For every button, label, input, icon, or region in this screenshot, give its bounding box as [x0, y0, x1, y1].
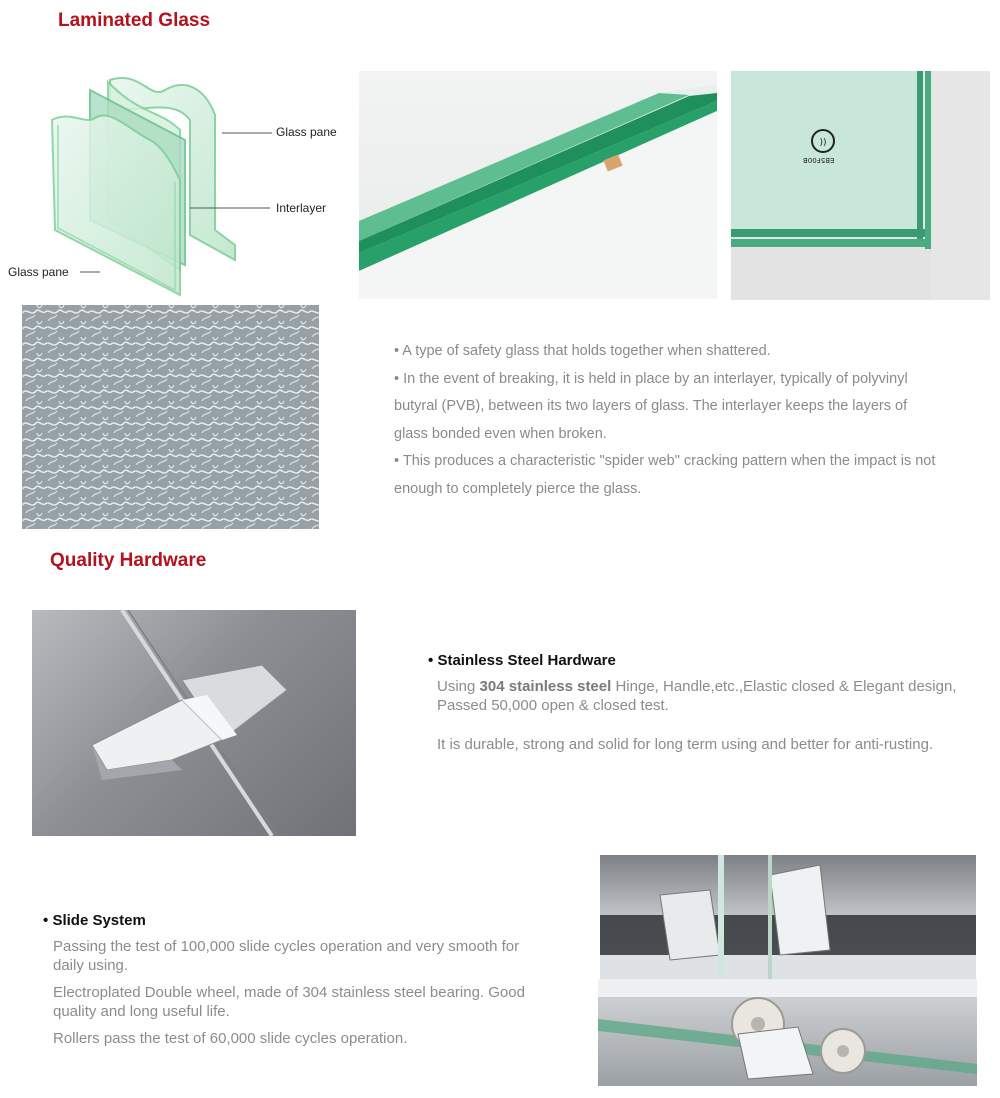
glass-stamp-text: EB5F00B [803, 156, 835, 164]
laminated-edge-photo [359, 71, 717, 299]
diagram-label-glass-pane-top: Glass pane [276, 125, 337, 139]
stainless-intro: Using [437, 678, 480, 695]
slide-system-body [53, 937, 543, 1048]
laminated-glass-heading: Laminated Glass [58, 10, 211, 31]
stainless-hardware-block [428, 652, 988, 754]
stainless-bullet: • [428, 652, 434, 669]
diagram-label-interlayer: Interlayer [276, 201, 327, 215]
stainless-highlight: 304 stainless steel [479, 678, 612, 695]
slide-bullet: • [43, 912, 49, 929]
slide-track-photo [600, 855, 976, 980]
stainless-hardware-body [437, 677, 957, 754]
hinge-photo [32, 610, 356, 836]
stainless-para-2: It is durable, strong and solid for long term using and better for anti-rusting. [437, 736, 934, 753]
laminated-description [394, 338, 944, 503]
slide-line-3: Rollers pass the test of 60,000 slide cycles operation. [53, 1030, 408, 1047]
laminated-layers-diagram [0, 70, 355, 305]
stainless-hardware-title: Stainless Steel Hardware [437, 652, 616, 669]
stainless-para-1 [437, 677, 957, 715]
laminated-bullet-2: • In the event of breaking, it is held in place by an interlayer, typically of polyvinyl butyral (PVB), between its two layers of glass. The interlayer keeps the layers of glass bonded even when broken. [394, 370, 908, 442]
roller-photo [598, 979, 977, 1086]
slide-system-title: Slide System [52, 912, 146, 929]
laminated-bullet-3: • This produces a characteristic "spider web" cracking pattern when the impact is not enough to completely pierce the glass. [394, 453, 936, 497]
laminated-bullet-1: • A type of safety glass that holds together when shattered. [394, 343, 771, 359]
slide-line-1: Passing the test of 100,000 slide cycles operation and very smooth for daily using. [53, 938, 520, 974]
svg-text:)): )) [819, 138, 827, 148]
stainless-hardware-title-row [428, 652, 988, 669]
quality-hardware-heading: Quality Hardware [50, 550, 207, 571]
diagram-label-glass-pane-bottom: Glass pane [8, 265, 69, 279]
stamped-glass-photo [731, 71, 990, 300]
slide-line-2: Electroplated Double wheel, made of 304 stainless steel bearing. Good quality and long useful life. [53, 984, 525, 1020]
slide-system-block [43, 912, 553, 1048]
stainless-rest: Hinge, Handle,etc.,Elastic closed & Elegant design, Passed 50,000 open & closed test. [437, 678, 957, 714]
shattered-glass-photo [22, 305, 319, 529]
slide-system-title-row [43, 912, 553, 929]
